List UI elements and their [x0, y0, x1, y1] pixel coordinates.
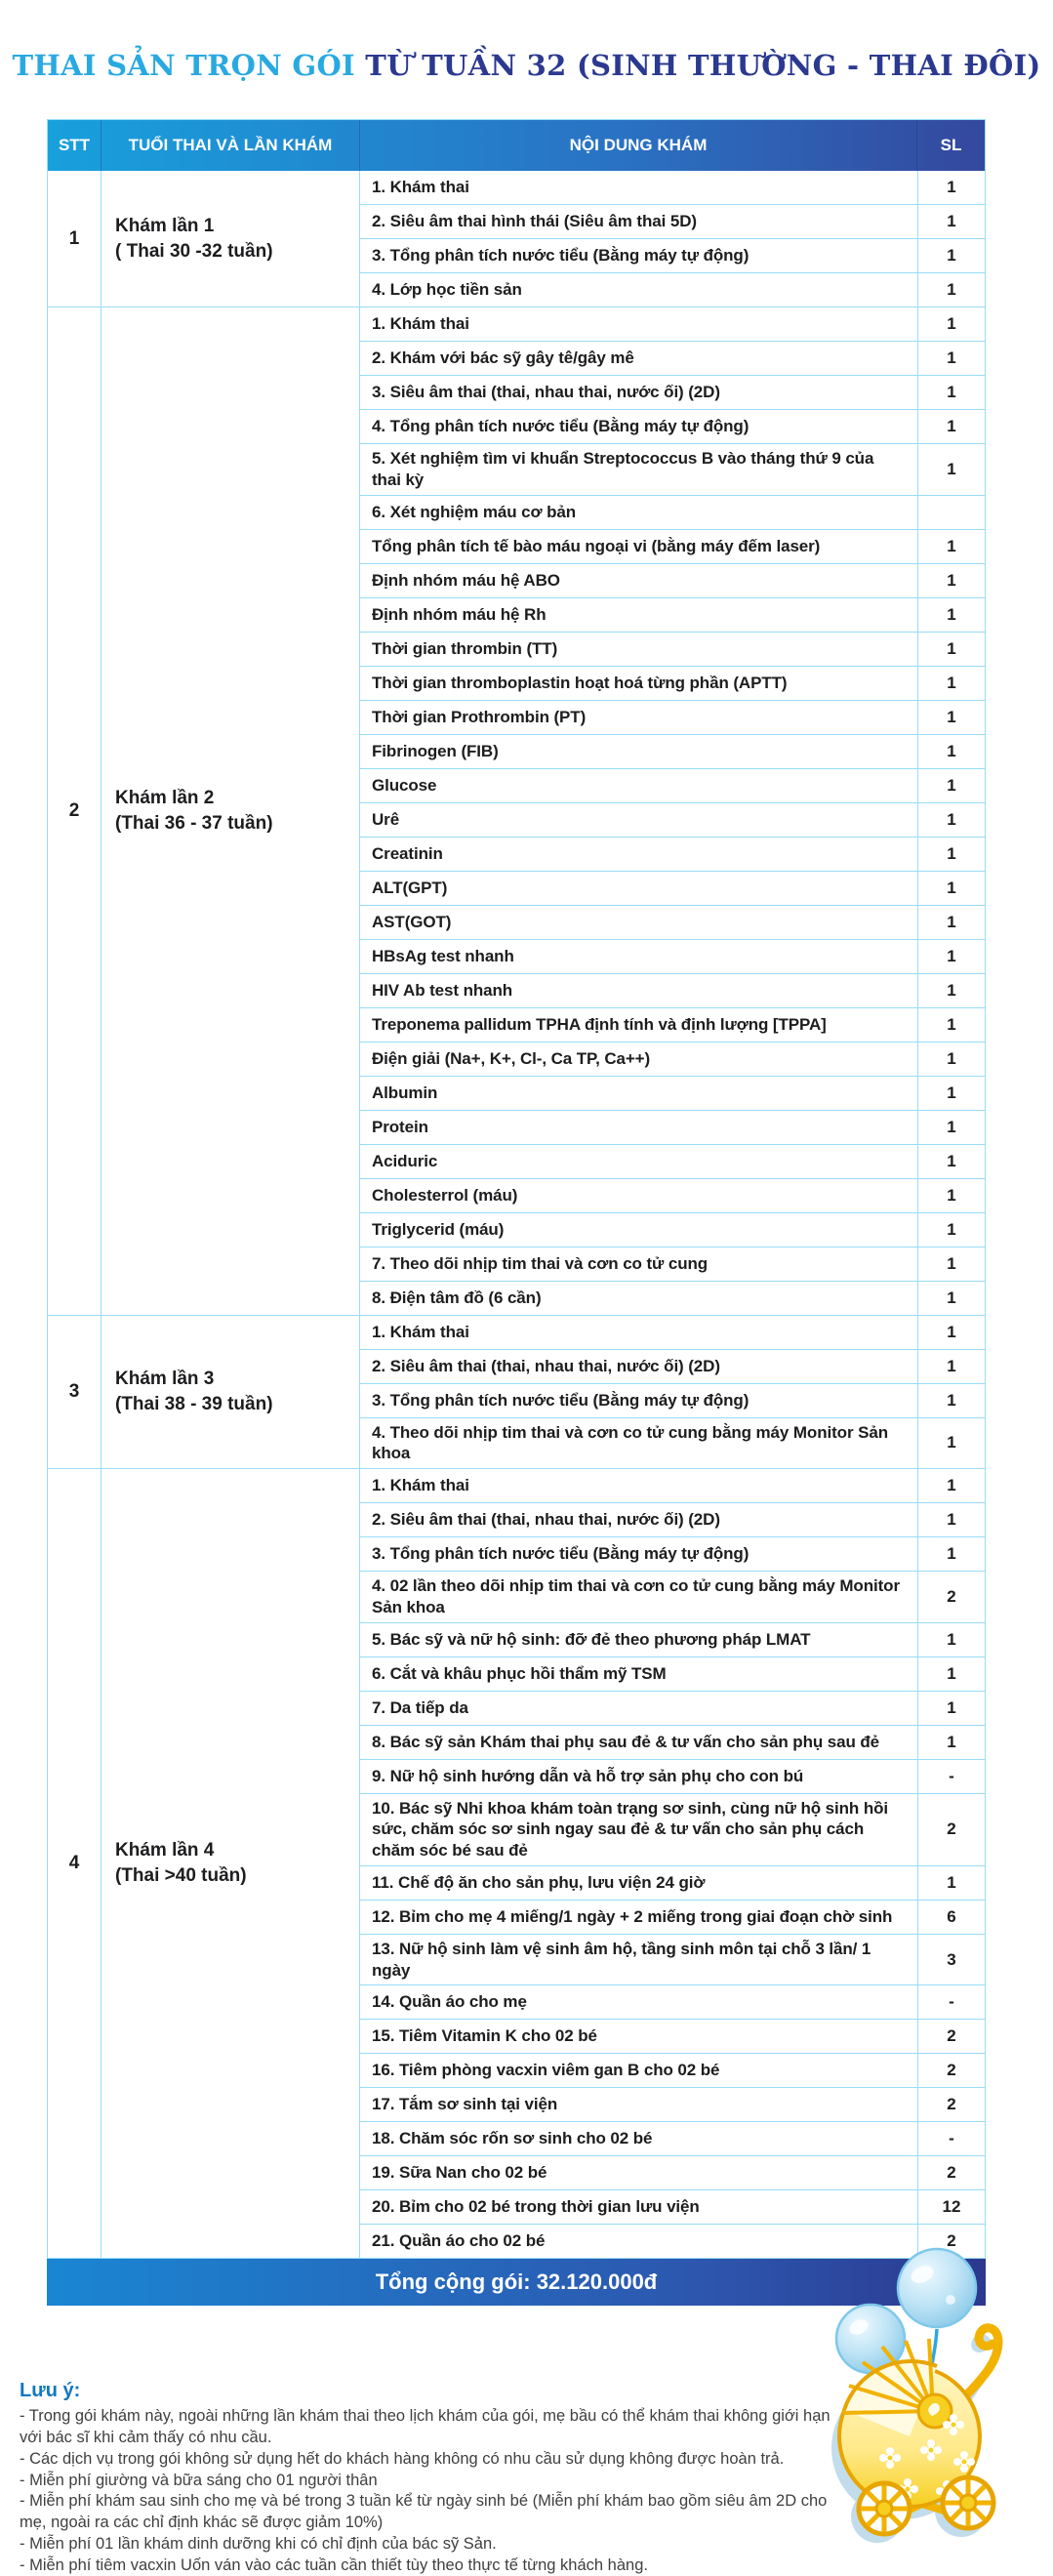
row-qty: 1: [917, 564, 985, 597]
row-content: 17. Tắm sơ sinh tại viện: [372, 2095, 558, 2114]
row-qty: 1: [917, 1282, 985, 1315]
row-qty: 1: [917, 701, 985, 734]
row-qty: 2: [917, 2020, 985, 2053]
row-qty: 1: [917, 735, 985, 768]
row-content: 12. Bỉm cho mẹ 4 miếng/1 ngày + 2 miếng trong giai đoạn chờ sinh: [372, 1906, 893, 1926]
table-row: [360, 1901, 985, 1935]
row-content: 4. Lớp học tiền sản: [372, 280, 522, 300]
row-qty: 1: [917, 838, 985, 871]
row-content: Định nhóm máu hệ ABO: [372, 570, 560, 590]
row-qty: 2: [917, 1572, 985, 1622]
table-row: [360, 633, 985, 667]
table-row: [360, 1657, 985, 1692]
table-row: [360, 1145, 985, 1179]
table-row: [360, 1350, 985, 1384]
table-body: [48, 171, 985, 2258]
note-line: - Miễn phí tiêm vacxin Uốn ván vào các tuần cần thiết tùy theo thực tế từng khách hàng.: [20, 2556, 648, 2574]
row-qty: 1: [917, 803, 985, 837]
row-qty: 1: [917, 1384, 985, 1417]
row-qty: 1: [917, 1503, 985, 1536]
row-qty: 2: [917, 2088, 985, 2121]
table-row: [360, 307, 985, 342]
note-line: - Miễn phí giường và bữa sáng cho 01 người thân: [20, 2471, 378, 2489]
row-content: 19. Sữa Nan cho 02 bé: [372, 2163, 547, 2183]
row-qty: 1: [917, 1043, 985, 1076]
row-content: 18. Chăm sóc rốn sơ sinh cho 02 bé: [372, 2129, 653, 2148]
row-content: 4. 02 lần theo dõi nhịp tim thai và cơn co tử cung bằng máy Monitor Sản khoa: [372, 1576, 900, 1616]
row-qty: 1: [917, 444, 985, 495]
note-line: - Các dịch vụ trong gói không sử dụng hết do khách hàng không có nhu cầu sử dụng không được hoàn trả.: [20, 2449, 785, 2468]
row-content: 7. Da tiếp da: [372, 1697, 468, 1717]
row-qty: 1: [917, 1657, 985, 1691]
wheel-icon: [943, 2477, 993, 2528]
table-row: [360, 974, 985, 1008]
table-row: [360, 906, 985, 940]
label-line-1: Khám lần 4: [115, 1840, 215, 1861]
table-row: [360, 2020, 985, 2054]
row-content: 11. Chế độ ăn cho sản phụ, lưu viện 24 giờ: [372, 1872, 706, 1892]
notes-list: [20, 2406, 831, 2576]
table-row: [360, 1282, 985, 1315]
row-content: AST(GOT): [372, 912, 452, 931]
row-content: 9. Nữ hộ sinh hướng dẫn và hỗ trợ sản phụ cho con bú: [372, 1766, 804, 1785]
table-row: [360, 1247, 985, 1282]
page-title: [0, 49, 1053, 82]
row-qty: 1: [917, 171, 985, 204]
row-qty: 1: [917, 1179, 985, 1212]
table-row: [360, 1469, 985, 1503]
table-row: [360, 1794, 985, 1866]
table-row: [360, 1077, 985, 1111]
row-content: Thời gian thromboplastin hoạt hoá từng phần (APTT): [372, 673, 788, 692]
table-row: [360, 342, 985, 376]
section-number: 4: [48, 1469, 101, 2258]
row-content: 13. Nữ hộ sinh làm vệ sinh âm hộ, tầng sinh môn tại chỗ 3 lần/ 1 ngày: [372, 1939, 871, 1980]
row-content: HIV Ab test nhanh: [372, 980, 513, 1000]
row-qty: 2: [917, 2156, 985, 2189]
row-content: 16. Tiêm phòng vacxin viêm gan B cho 02 bé: [372, 2061, 720, 2080]
title-part-dark: TỪ TUẦN 32 (SINH THƯỜNG - THAI ĐÔI): [354, 49, 1041, 82]
table-row: [360, 376, 985, 410]
row-content: 1. Khám thai: [372, 1322, 469, 1341]
table-row: [360, 496, 985, 530]
row-qty: 1: [917, 1623, 985, 1656]
row-content: 6. Cắt và khâu phục hồi thẩm mỹ TSM: [372, 1663, 667, 1683]
row-qty: 1: [917, 769, 985, 802]
section-label: [101, 171, 360, 307]
table-row: [360, 2156, 985, 2190]
table-row: [360, 444, 985, 496]
row-content: 5. Xét nghiệm tìm vi khuẩn Streptococcus B vào tháng thứ 9 của thai kỳ: [372, 449, 874, 489]
table-section: [48, 307, 985, 1315]
row-content: 1. Khám thai: [372, 1476, 469, 1495]
row-qty: 1: [917, 1350, 985, 1383]
section-rows: [360, 307, 985, 1315]
row-qty: 1: [917, 1145, 985, 1178]
row-content: 1. Khám thai: [372, 178, 469, 197]
note-line: - Trong gói khám này, ngoài những lần khám thai theo lịch khám của gói, mẹ bầu có thể khám thai không giới hạn với bác sĩ khi cảm thấy có nhu cầu.: [20, 2407, 830, 2447]
table-row: [360, 2054, 985, 2088]
table-row: [360, 1760, 985, 1794]
table-row: [360, 872, 985, 906]
header-cell-content: NỘI DUNG KHÁM: [360, 120, 917, 171]
row-qty: 1: [917, 1077, 985, 1110]
row-qty: 1: [917, 1692, 985, 1725]
table-row: [360, 1935, 985, 1986]
table-row: [360, 1384, 985, 1418]
row-content: 2. Siêu âm thai (thai, nhau thai, nước ối) (2D): [372, 1356, 720, 1375]
row-content: 6. Xét nghiệm máu cơ bản: [372, 502, 577, 521]
row-qty: -: [917, 1985, 985, 2019]
row-qty: 1: [917, 633, 985, 666]
row-qty: 1: [917, 205, 985, 238]
label-line-2: ( Thai 30 -32 tuần): [115, 240, 273, 262]
table-row: [360, 598, 985, 633]
row-qty: 1: [917, 239, 985, 272]
section-label: [101, 307, 360, 1315]
table-row: [360, 803, 985, 838]
table-row: [360, 1213, 985, 1247]
page: [0, 49, 1053, 2574]
table-row: [360, 239, 985, 273]
row-content: HBsAg test nhanh: [372, 946, 514, 965]
wheel-icon: [859, 2483, 910, 2534]
row-qty: 1: [917, 1247, 985, 1281]
row-qty: 2: [917, 2225, 985, 2258]
table-row: [360, 769, 985, 803]
table-row: [360, 564, 985, 598]
table-row: [360, 1623, 985, 1657]
row-qty: 1: [917, 1213, 985, 1247]
table-section: [48, 1468, 985, 2258]
row-content: 3. Tổng phân tích nước tiểu (Bằng máy tự động): [372, 1544, 749, 1564]
row-content: Protein: [372, 1117, 428, 1136]
row-qty: 1: [917, 342, 985, 375]
header-cell-age: TUỔI THAI VÀ LẦN KHÁM: [101, 120, 360, 171]
table-row: [360, 1692, 985, 1726]
row-content: 8. Bác sỹ sản Khám thai phụ sau đẻ & tư vấn cho sản phụ sau đẻ: [372, 1732, 880, 1751]
section-label: [101, 1469, 360, 2258]
table-row: [360, 1537, 985, 1572]
row-qty: 12: [917, 2190, 985, 2224]
label-line-1: Khám lần 2: [115, 788, 215, 809]
row-content: 14. Quần áo cho mẹ: [372, 1992, 527, 2012]
row-qty: 1: [917, 410, 985, 443]
row-qty: 3: [917, 1935, 985, 1985]
row-content: Thời gian thrombin (TT): [372, 638, 558, 658]
row-content: Treponema pallidum TPHA định tính và định lượng [TPPA]: [372, 1014, 827, 1034]
label-line-1: Khám lần 3: [115, 1369, 215, 1390]
table-row: [360, 1008, 985, 1043]
row-content: 2. Siêu âm thai (thai, nhau thai, nước ối) (2D): [372, 1510, 720, 1530]
row-content: 5. Bác sỹ và nữ hộ sinh: đỡ đẻ theo phương pháp LMAT: [372, 1629, 811, 1649]
label-line-2: (Thai >40 tuần): [115, 1865, 247, 1887]
table-row: [360, 1316, 985, 1350]
section-number: 2: [48, 307, 101, 1315]
row-qty: -: [917, 2122, 985, 2155]
row-content: 21. Quần áo cho 02 bé: [372, 2231, 546, 2251]
table-row: [360, 205, 985, 239]
row-content: Cholesterrol (máu): [372, 1185, 518, 1205]
row-content: 7. Theo dõi nhịp tim thai và cơn co tử cung: [372, 1253, 709, 1273]
section-rows: [360, 1469, 985, 2258]
row-qty: 1: [917, 1316, 985, 1349]
table-row: [360, 1572, 985, 1623]
table-row: [360, 1503, 985, 1537]
row-qty: 1: [917, 667, 985, 700]
notes-heading: Lưu ý:: [20, 2380, 81, 2402]
row-content: Urê: [372, 809, 400, 829]
row-content: 3. Tổng phân tích nước tiểu (Bằng máy tự động): [372, 1390, 749, 1410]
label-line-2: (Thai 36 - 37 tuần): [115, 812, 273, 834]
table-row: [360, 701, 985, 735]
table-row: [360, 838, 985, 872]
row-content: ALT(GPT): [372, 878, 448, 897]
section-label: [101, 1316, 360, 1469]
row-qty: 1: [917, 273, 985, 307]
row-qty: -: [917, 1760, 985, 1793]
table-row: [360, 2088, 985, 2122]
table-row: [360, 530, 985, 564]
baby-carriage-illustration: [822, 2249, 1009, 2542]
table-row: [360, 735, 985, 769]
table-row: [360, 1111, 985, 1145]
row-content: 2. Siêu âm thai hình thái (Siêu âm thai 5D): [372, 212, 697, 231]
section-number: 3: [48, 1316, 101, 1469]
table-row: [360, 1179, 985, 1213]
row-content: 20. Bỉm cho 02 bé trong thời gian lưu viện: [372, 2197, 700, 2217]
row-content: Thời gian Prothrombin (PT): [372, 707, 587, 726]
table-row: [360, 2190, 985, 2225]
header-cell-stt: STT: [48, 120, 101, 171]
total-label: Tổng cộng gói: 32.120.000đ: [375, 2269, 658, 2295]
table-row: [360, 1043, 985, 1077]
section-rows: [360, 1316, 985, 1469]
row-content: 10. Bác sỹ Nhi khoa khám toàn trạng sơ sinh, cùng nữ hộ sinh hồi sức, chăm sóc sơ sinh ngay sau đẻ & tư vấn cho sản phụ cách chăm sóc bé sau đẻ: [372, 1798, 889, 1860]
row-content: 2. Khám với bác sỹ gây tê/gây mê: [372, 348, 634, 368]
row-content: 8. Điện tâm đồ (6 cần): [372, 1288, 542, 1307]
table-section: [48, 1315, 985, 1469]
row-qty: 1: [917, 1111, 985, 1144]
row-content: Triglycerid (máu): [372, 1219, 505, 1239]
row-content: Tổng phân tích tế bào máu ngoại vi (bằng máy đếm laser): [372, 536, 821, 555]
row-qty: 1: [917, 598, 985, 632]
row-qty: 1: [917, 530, 985, 563]
table-row: [360, 1418, 985, 1469]
row-content: Định nhóm máu hệ Rh: [372, 604, 547, 624]
table-row: [360, 273, 985, 307]
row-content: Glucose: [372, 775, 437, 795]
section-number: 1: [48, 171, 101, 307]
row-content: 3. Tổng phân tích nước tiểu (Bằng máy tự động): [372, 246, 749, 266]
table-row: [360, 1866, 985, 1901]
table-row: [360, 2122, 985, 2156]
table-row: [360, 410, 985, 444]
row-qty: 1: [917, 872, 985, 905]
title-part-light: THAI SẢN TRỌN GÓI: [12, 49, 355, 82]
row-content: 15. Tiêm Vitamin K cho 02 bé: [372, 2026, 597, 2046]
row-qty: 1: [917, 376, 985, 409]
label-line-2: (Thai 38 - 39 tuần): [115, 1393, 273, 1414]
row-qty: 2: [917, 2054, 985, 2087]
row-qty: 1: [917, 1418, 985, 1469]
row-qty: 6: [917, 1901, 985, 1934]
row-qty: 1: [917, 1866, 985, 1900]
row-qty: [917, 496, 985, 529]
row-qty: 1: [917, 940, 985, 973]
row-qty: 1: [917, 1008, 985, 1042]
table-section: [48, 171, 985, 307]
row-qty: 1: [917, 307, 985, 341]
row-qty: 2: [917, 1794, 985, 1865]
row-content: 1. Khám thai: [372, 314, 469, 334]
row-content: Albumin: [372, 1083, 438, 1102]
table-row: [360, 1726, 985, 1760]
row-qty: 1: [917, 1469, 985, 1502]
row-content: 3. Siêu âm thai (thai, nhau thai, nước ối) (2D): [372, 383, 720, 402]
table-row: [360, 940, 985, 974]
table-row: [360, 171, 985, 205]
note-line: - Miễn phí 01 lần khám dinh dưỡng khi có chỉ định của bác sỹ Sản.: [20, 2534, 497, 2553]
note-line: - Miễn phí khám sau sinh cho mẹ và bé trong 3 tuần kể từ ngày sinh bé (Miễn phí khám bao gồm siêu âm 2D cho mẹ, ngoài ra các chỉ định khác sẽ được giảm 10%): [20, 2492, 828, 2532]
row-qty: 1: [917, 906, 985, 939]
row-content: Aciduric: [372, 1151, 438, 1170]
row-content: Điện giải (Na+, K+, Cl-, Ca TP, Ca++): [372, 1048, 651, 1068]
table-row: [360, 667, 985, 701]
row-content: 4. Theo dõi nhịp tim thai và cơn co tử cung bằng máy Monitor Sản khoa: [372, 1422, 888, 1463]
row-qty: 1: [917, 1726, 985, 1759]
table-header: [48, 120, 985, 171]
table-row: [360, 1985, 985, 2020]
notes: [20, 2380, 831, 2576]
label-line-1: Khám lần 1: [115, 215, 215, 236]
row-qty: 1: [917, 974, 985, 1007]
header-cell-qty: SL: [940, 136, 962, 154]
pricing-table: [47, 119, 986, 2259]
row-content: 4. Tổng phân tích nước tiểu (Bằng máy tự động): [372, 417, 749, 436]
section-rows: [360, 171, 985, 307]
row-qty: 1: [917, 1537, 985, 1571]
row-content: Creatinin: [372, 843, 443, 863]
row-content: Fibrinogen (FIB): [372, 741, 499, 760]
